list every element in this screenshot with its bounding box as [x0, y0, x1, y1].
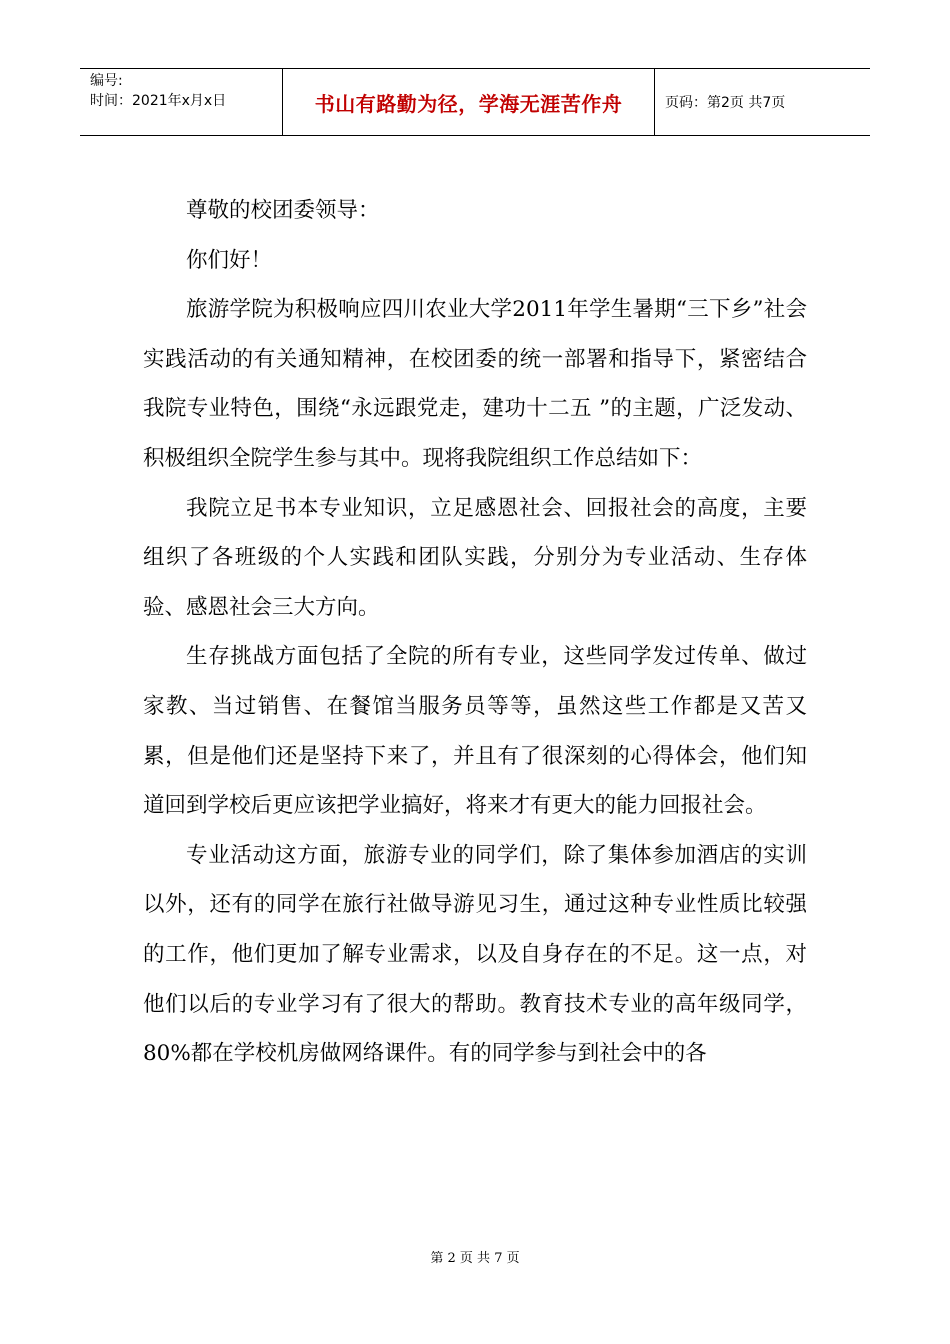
paragraph-4: 专业活动这方面，旅游专业的同学们，除了集体参加酒店的实训以外，还有的同学在旅行社做导游见习生，通过这种专业性质比较强的工作，他们更加了解专业需求，以及自身存在的不足。这一点，对他们以后的专业学习有了很大的帮助。教育技术专业的高年级同学，80%都在学校机房做网络课件。有的同学参与到社会中的各: [143, 842, 807, 1067]
document-number-label: 编号:: [90, 73, 123, 89]
salutation: 尊敬的校团委领导：: [186, 198, 380, 223]
header-motto-cell: [282, 69, 655, 135]
paragraph-2: 我院立足书本专业知识，立足感恩社会、回报社会的高度，主要组织了各班级的个人实践和团队实践，分别分为专业活动、生存体验、感恩社会三大方向。: [143, 495, 807, 620]
page-footer: [0, 1247, 950, 1266]
paragraph-3: 生存挑战方面包括了全院的所有专业，这些同学发过传单、做过家教、当过销售、在餐馆当服务员等等，虽然这些工作都是又苦又累，但是他们还是坚持下来了，并且有了很深刻的心得体会，他们知道回到学校后更应该把学业搞好，将来才有更大的能力回报社会。: [143, 644, 807, 819]
footer-page-number: 第 2 页 共 7 页: [430, 1251, 520, 1266]
header-page-info: 页码：第2页 共7页: [665, 95, 786, 111]
header-page-cell: [655, 69, 870, 135]
document-body: [143, 186, 807, 1079]
greeting: 你们好！: [186, 247, 273, 273]
document-header: [80, 68, 870, 136]
header-meta-cell: [80, 69, 282, 135]
header-motto: 书山有路勤为径，学海无涯苦作舟: [314, 91, 623, 116]
paragraph-1: 旅游学院为积极响应四川农业大学2011年学生暑期“三下乡”社会实践活动的有关通知精神，在校团委的统一部署和指导下，紧密结合我院专业特色，围绕“永远跟党走，建功十二五 ”的主题，广泛发动、积极组织全院学生参与其中。现将我院组织工作总结如下：: [143, 297, 807, 471]
document-date: 时间：2021年x月x日: [90, 93, 227, 109]
